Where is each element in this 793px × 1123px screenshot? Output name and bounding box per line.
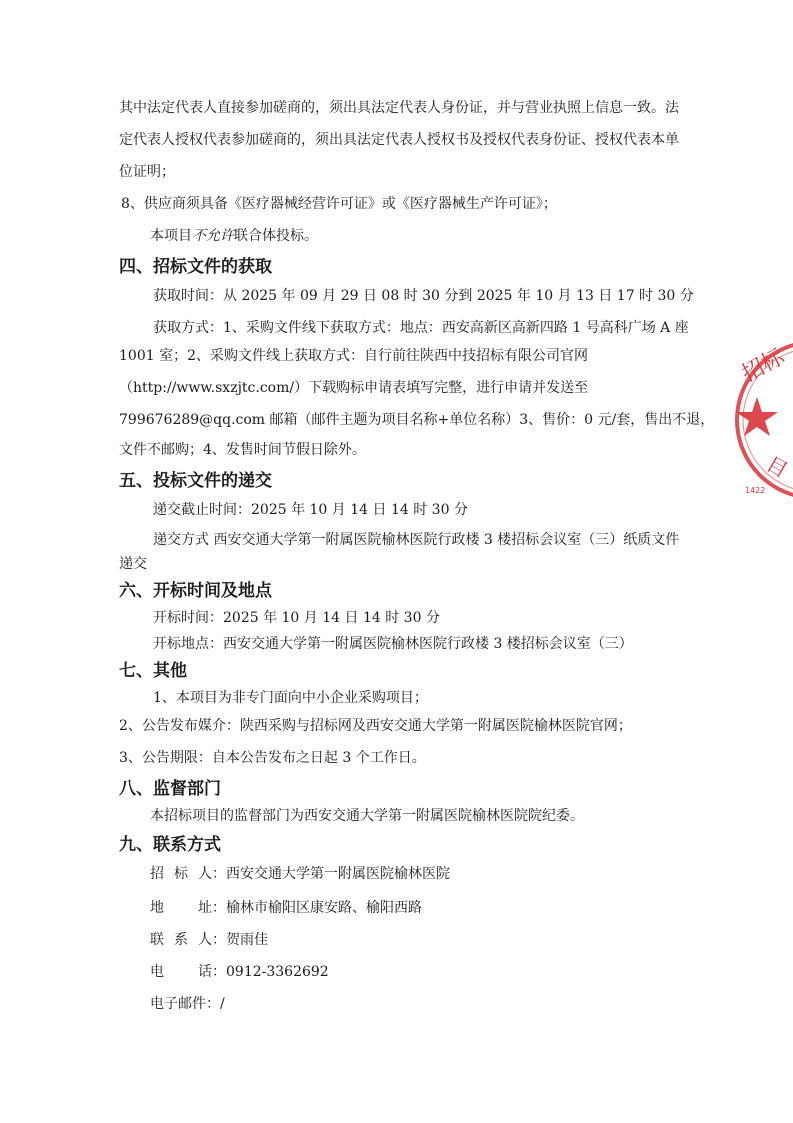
- obtain-method-line: 文件不邮购；4、发售时间节假日除外。: [119, 442, 366, 458]
- paragraph-line: 位证明；: [119, 164, 175, 180]
- paragraph-line: 其中法定代表人直接参加磋商的，须出具法定代表人身份证，并与营业执照上信息一致。法: [119, 100, 679, 116]
- section-heading-5: 五、投标文件的递交: [119, 471, 272, 491]
- contact-value: 西安交通大学第一附属医院榆林医院: [226, 866, 450, 882]
- consortium-emphasis: 不允许: [192, 228, 234, 244]
- contact-row: 联系人：贺雨佳: [150, 932, 268, 948]
- contact-label: 电子邮件：: [150, 996, 220, 1012]
- contact-label: 联系人: [150, 932, 212, 948]
- supervision-text: 本招标项目的监督部门为西安交通大学第一附属医院榆林医院院纪委。: [150, 808, 584, 824]
- contact-row: 招标人：西安交通大学第一附属医院榆林医院: [150, 866, 450, 882]
- contact-row: 地址：榆林市榆阳区康安路、榆阳西路: [150, 900, 422, 916]
- seal-star-icon: [736, 397, 778, 436]
- submission-method-line: 递交: [119, 556, 147, 572]
- contact-value: 贺雨佳: [226, 932, 268, 948]
- seal-text-lower: 目: [762, 451, 792, 483]
- obtain-method-line: 1001 室；2、采购文件线上获取方式：自行前往陕西中技招标有限公司官网: [119, 348, 588, 364]
- opening-time: 开标时间：2025 年 10 月 14 日 14 时 30 分: [153, 610, 440, 626]
- contact-row: [150, 994, 225, 1014]
- section-heading-4: 四、招标文件的获取: [119, 257, 272, 277]
- obtain-method-line: 799676289@qq.com 邮箱（邮件主题为项目名称+单位名称）3、售价：0 元/套，售出不退，: [119, 412, 715, 428]
- section-heading-8: 八、监督部门: [119, 779, 221, 799]
- seal-code: 1422: [745, 486, 766, 495]
- section-heading-6: 六、开标时间及地点: [119, 581, 272, 601]
- contact-label: 招标人: [150, 866, 212, 882]
- contact-row: 电话：0912-3362692: [150, 964, 329, 980]
- other-item: 1、本项目为非专门面向中小企业采购项目；: [153, 690, 428, 706]
- opening-place: 开标地点：西安交通大学第一附属医院榆林医院行政楼 3 楼招标会议室（三）: [153, 636, 633, 652]
- obtain-method-line: 获取方式：1、采购文件线下获取方式：地点：西安高新区高新四路 1 号高科广场 A 座: [153, 320, 689, 336]
- obtain-time: 获取时间：从 2025 年 09 月 29 日 08 时 30 分到 2025 年 10 月 13 日 17 时 30 分: [153, 288, 694, 304]
- contact-value: /: [220, 996, 225, 1012]
- contact-label: 地址: [150, 900, 212, 916]
- obtain-method-line: （http://www.sxzjtc.com/）下载购标申请表填写完整，进行申请并发送至: [119, 380, 589, 396]
- section-heading-7: 七、其他: [119, 661, 187, 681]
- section-heading-9: 九、联系方式: [119, 835, 221, 855]
- submission-method-line: 递交方式 西安交通大学第一附属医院榆林医院行政楼 3 楼招标会议室（三）纸质文件: [153, 532, 680, 548]
- other-item: 2、公告发布媒介：陕西采购与招标网及西安交通大学第一附属医院榆林医院官网；: [119, 718, 632, 734]
- requirement-item-8: 8、供应商须具备《医疗器械经营许可证》或《医疗器械生产许可证》；: [121, 196, 557, 212]
- official-seal: [705, 340, 793, 500]
- consortium-note: 本项目不允许联合体投标。: [150, 228, 318, 244]
- other-item: 3、公告期限：自本公告发布之日起 3 个工作日。: [119, 750, 426, 766]
- seal-text: 招标: [738, 344, 789, 388]
- paragraph-line: 定代表人授权代表参加磋商的，须出具法定代表人授权书及授权代表身份证、授权代表本单: [119, 132, 679, 148]
- submission-deadline: 递交截止时间：2025 年 10 月 14 日 14 时 30 分: [153, 502, 468, 518]
- contact-value: 0912-3362692: [226, 964, 329, 980]
- contact-value: 榆林市榆阳区康安路、榆阳西路: [226, 900, 422, 916]
- contact-label: 电话: [150, 964, 212, 980]
